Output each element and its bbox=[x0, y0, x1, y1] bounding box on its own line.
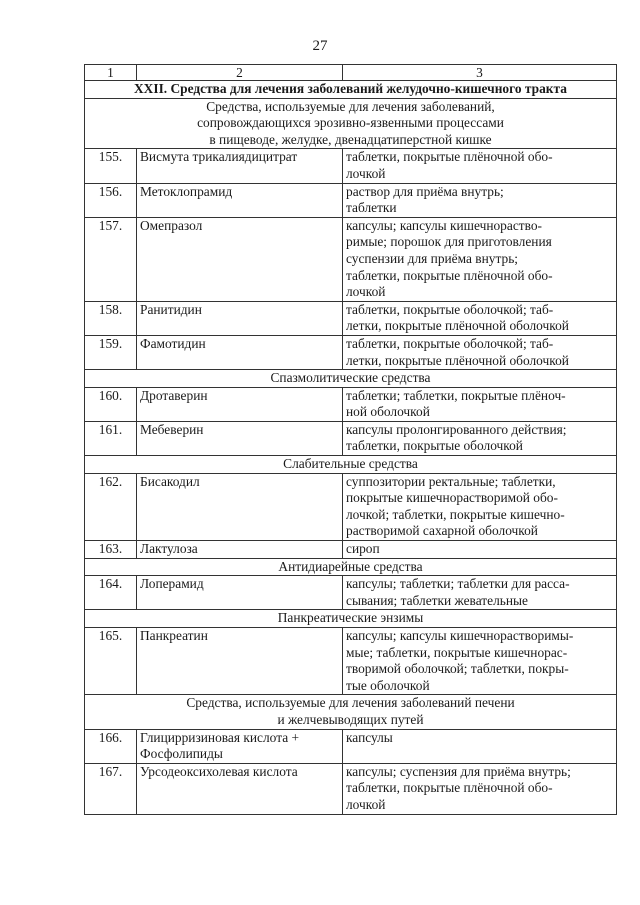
drug-name bbox=[137, 387, 343, 421]
drug-name-line: Фосфолипиды bbox=[140, 746, 223, 762]
dosage-form bbox=[343, 335, 617, 369]
drug-name bbox=[137, 473, 343, 540]
drug-name-line: Глицирризиновая кислота + bbox=[140, 729, 300, 745]
drug-name bbox=[137, 541, 343, 559]
dosage-form-line: растворимой сахарной оболочкой bbox=[346, 523, 538, 539]
table-row bbox=[85, 149, 617, 183]
group-heading bbox=[85, 558, 617, 576]
drug-name bbox=[137, 149, 343, 183]
drug-name bbox=[137, 628, 343, 695]
drug-name-line: Дротаверин bbox=[140, 387, 208, 403]
dosage-form-line: капсулы; капсулы кишечнорастворимы- bbox=[346, 628, 574, 643]
group-heading-row bbox=[85, 558, 617, 576]
drug-name-line: Лактулоза bbox=[140, 541, 198, 557]
dosage-form-line: тые оболочкой bbox=[346, 677, 430, 693]
drug-name-line: Метоклопрамид bbox=[140, 183, 233, 199]
drug-name-line: Урсодеоксихолевая кислота bbox=[140, 763, 298, 779]
column-number-row bbox=[85, 65, 617, 81]
dosage-form bbox=[343, 628, 617, 695]
drug-name-line: Омепразол bbox=[140, 217, 203, 233]
group-heading-line: Панкреатические энзимы bbox=[277, 610, 424, 626]
group-heading-line: Средства, используемые для лечения заболеваний печени bbox=[186, 695, 515, 711]
group-heading-line: Слабительные средства bbox=[283, 456, 418, 472]
drug-name bbox=[137, 301, 343, 335]
drug-name-line: Ранитидин bbox=[140, 301, 202, 317]
dosage-form-line: капсулы; суспензия для приёма внутрь; bbox=[346, 763, 571, 779]
section-title: XXII. Средства для лечения заболеваний желудочно-кишечного тракта bbox=[85, 81, 617, 99]
row-number: 155. bbox=[85, 149, 137, 183]
column-number-1: 1 bbox=[85, 65, 137, 81]
group-heading bbox=[85, 98, 617, 149]
dosage-form-line: раствор для приёма внутрь; bbox=[346, 183, 504, 199]
drug-name bbox=[137, 335, 343, 369]
row-number: 156. bbox=[85, 183, 137, 217]
group-heading-line: сопровождающихся эрозивно-язвенными процессами bbox=[197, 115, 504, 131]
table-row bbox=[85, 217, 617, 301]
dosage-form-line: мые; таблетки, покрытые кишечнорас- bbox=[346, 644, 568, 660]
table-body bbox=[85, 65, 617, 815]
dosage-form-line: капсулы; капсулы кишечнораство- bbox=[346, 217, 542, 233]
drug-name-line: Лоперамид bbox=[140, 576, 204, 592]
dosage-form-line: таблетки; таблетки, покрытые плёноч- bbox=[346, 387, 566, 403]
dosage-form bbox=[343, 541, 617, 559]
dosage-form-line: сывания; таблетки жевательные bbox=[346, 592, 528, 608]
dosage-form-line: суппозитории ректальные; таблетки, bbox=[346, 473, 556, 489]
drug-name-line: Панкреатин bbox=[140, 628, 208, 643]
dosage-form-line: лочкой bbox=[346, 165, 386, 181]
dosage-form-line: таблетки, покрытые оболочкой; таб- bbox=[346, 301, 554, 317]
group-heading-row bbox=[85, 695, 617, 729]
drug-name bbox=[137, 421, 343, 455]
dosage-form-line: таблетки, покрытые плёночной обо- bbox=[346, 780, 553, 796]
table-row bbox=[85, 335, 617, 369]
dosage-form-line: лочкой bbox=[346, 796, 386, 812]
medicines-table bbox=[84, 64, 617, 815]
table-row bbox=[85, 473, 617, 540]
table-row bbox=[85, 628, 617, 695]
table-row bbox=[85, 183, 617, 217]
drug-name-line: Бисакодил bbox=[140, 473, 200, 489]
group-heading bbox=[85, 370, 617, 388]
table-row bbox=[85, 541, 617, 559]
row-number: 164. bbox=[85, 576, 137, 610]
dosage-form bbox=[343, 421, 617, 455]
row-number: 167. bbox=[85, 763, 137, 814]
dosage-form-line: летки, покрытые плёночной оболочкой bbox=[346, 318, 569, 334]
group-heading-row bbox=[85, 456, 617, 474]
dosage-form-line: таблетки bbox=[346, 200, 397, 216]
dosage-form-line: таблетки, покрытые плёночной обо- bbox=[346, 267, 553, 283]
group-heading-line: Спазмолитические средства bbox=[270, 370, 431, 386]
row-number: 163. bbox=[85, 541, 137, 559]
dosage-form-line: таблетки, покрытые плёночной обо- bbox=[346, 149, 553, 165]
group-heading-row bbox=[85, 98, 617, 149]
drug-name bbox=[137, 217, 343, 301]
dosage-form-line: ной оболочкой bbox=[346, 404, 430, 420]
dosage-form bbox=[343, 301, 617, 335]
row-number: 160. bbox=[85, 387, 137, 421]
table-row bbox=[85, 576, 617, 610]
row-number: 165. bbox=[85, 628, 137, 695]
group-heading bbox=[85, 695, 617, 729]
dosage-form-line: суспензии для приёма внутрь; bbox=[346, 250, 519, 266]
table-row bbox=[85, 729, 617, 763]
group-heading bbox=[85, 610, 617, 628]
group-heading-line: Антидиарейные средства bbox=[278, 558, 423, 574]
row-number: 158. bbox=[85, 301, 137, 335]
row-number: 166. bbox=[85, 729, 137, 763]
dosage-form bbox=[343, 149, 617, 183]
dosage-form-line: капсулы пролонгированного действия; bbox=[346, 421, 567, 437]
dosage-form-line: покрытые кишечнорастворимой обо- bbox=[346, 490, 558, 506]
group-heading bbox=[85, 456, 617, 474]
group-heading-row bbox=[85, 610, 617, 628]
dosage-form-line: римые; порошок для приготовления bbox=[346, 234, 552, 250]
table-row bbox=[85, 387, 617, 421]
drug-name bbox=[137, 576, 343, 610]
drug-name bbox=[137, 729, 343, 763]
dosage-form bbox=[343, 763, 617, 814]
dosage-form bbox=[343, 387, 617, 421]
dosage-form-line: лочкой bbox=[346, 284, 386, 300]
dosage-form-line: таблетки, покрытые оболочкой; таб- bbox=[346, 335, 554, 351]
group-heading-line: Средства, используемые для лечения заболеваний, bbox=[206, 98, 495, 114]
column-number-2: 2 bbox=[137, 65, 343, 81]
row-number: 161. bbox=[85, 421, 137, 455]
dosage-form bbox=[343, 183, 617, 217]
column-number-3: 3 bbox=[343, 65, 617, 81]
table-row bbox=[85, 763, 617, 814]
dosage-form bbox=[343, 729, 617, 763]
group-heading-line: в пищеводе, желудке, двенадцатиперстной кишке bbox=[209, 131, 492, 147]
table-row bbox=[85, 301, 617, 335]
section-title-row bbox=[85, 81, 617, 99]
dosage-form-line: летки, покрытые плёночной оболочкой bbox=[346, 352, 569, 368]
row-number: 157. bbox=[85, 217, 137, 301]
dosage-form-line: капсулы; таблетки; таблетки для расса- bbox=[346, 576, 570, 592]
page-number: 27 bbox=[312, 38, 328, 54]
row-number: 162. bbox=[85, 473, 137, 540]
dosage-form-line: таблетки, покрытые оболочкой bbox=[346, 438, 523, 454]
dosage-form-line: лочкой; таблетки, покрытые кишечно- bbox=[346, 506, 565, 522]
drug-name bbox=[137, 763, 343, 814]
group-heading-line: и желчевыводящих путей bbox=[277, 711, 424, 727]
drug-name-line: Висмута трикалиядицитрат bbox=[140, 149, 298, 165]
drug-name bbox=[137, 183, 343, 217]
table-row bbox=[85, 421, 617, 455]
dosage-form-line: капсулы bbox=[346, 729, 393, 745]
dosage-form-line: творимой оболочкой; таблетки, покры- bbox=[346, 661, 569, 677]
dosage-form bbox=[343, 473, 617, 540]
drug-name-line: Фамотидин bbox=[140, 335, 206, 351]
dosage-form bbox=[343, 576, 617, 610]
dosage-form-line: сироп bbox=[346, 541, 380, 557]
row-number: 159. bbox=[85, 335, 137, 369]
dosage-form bbox=[343, 217, 617, 301]
drug-name-line: Мебеверин bbox=[140, 421, 204, 437]
group-heading-row bbox=[85, 370, 617, 388]
